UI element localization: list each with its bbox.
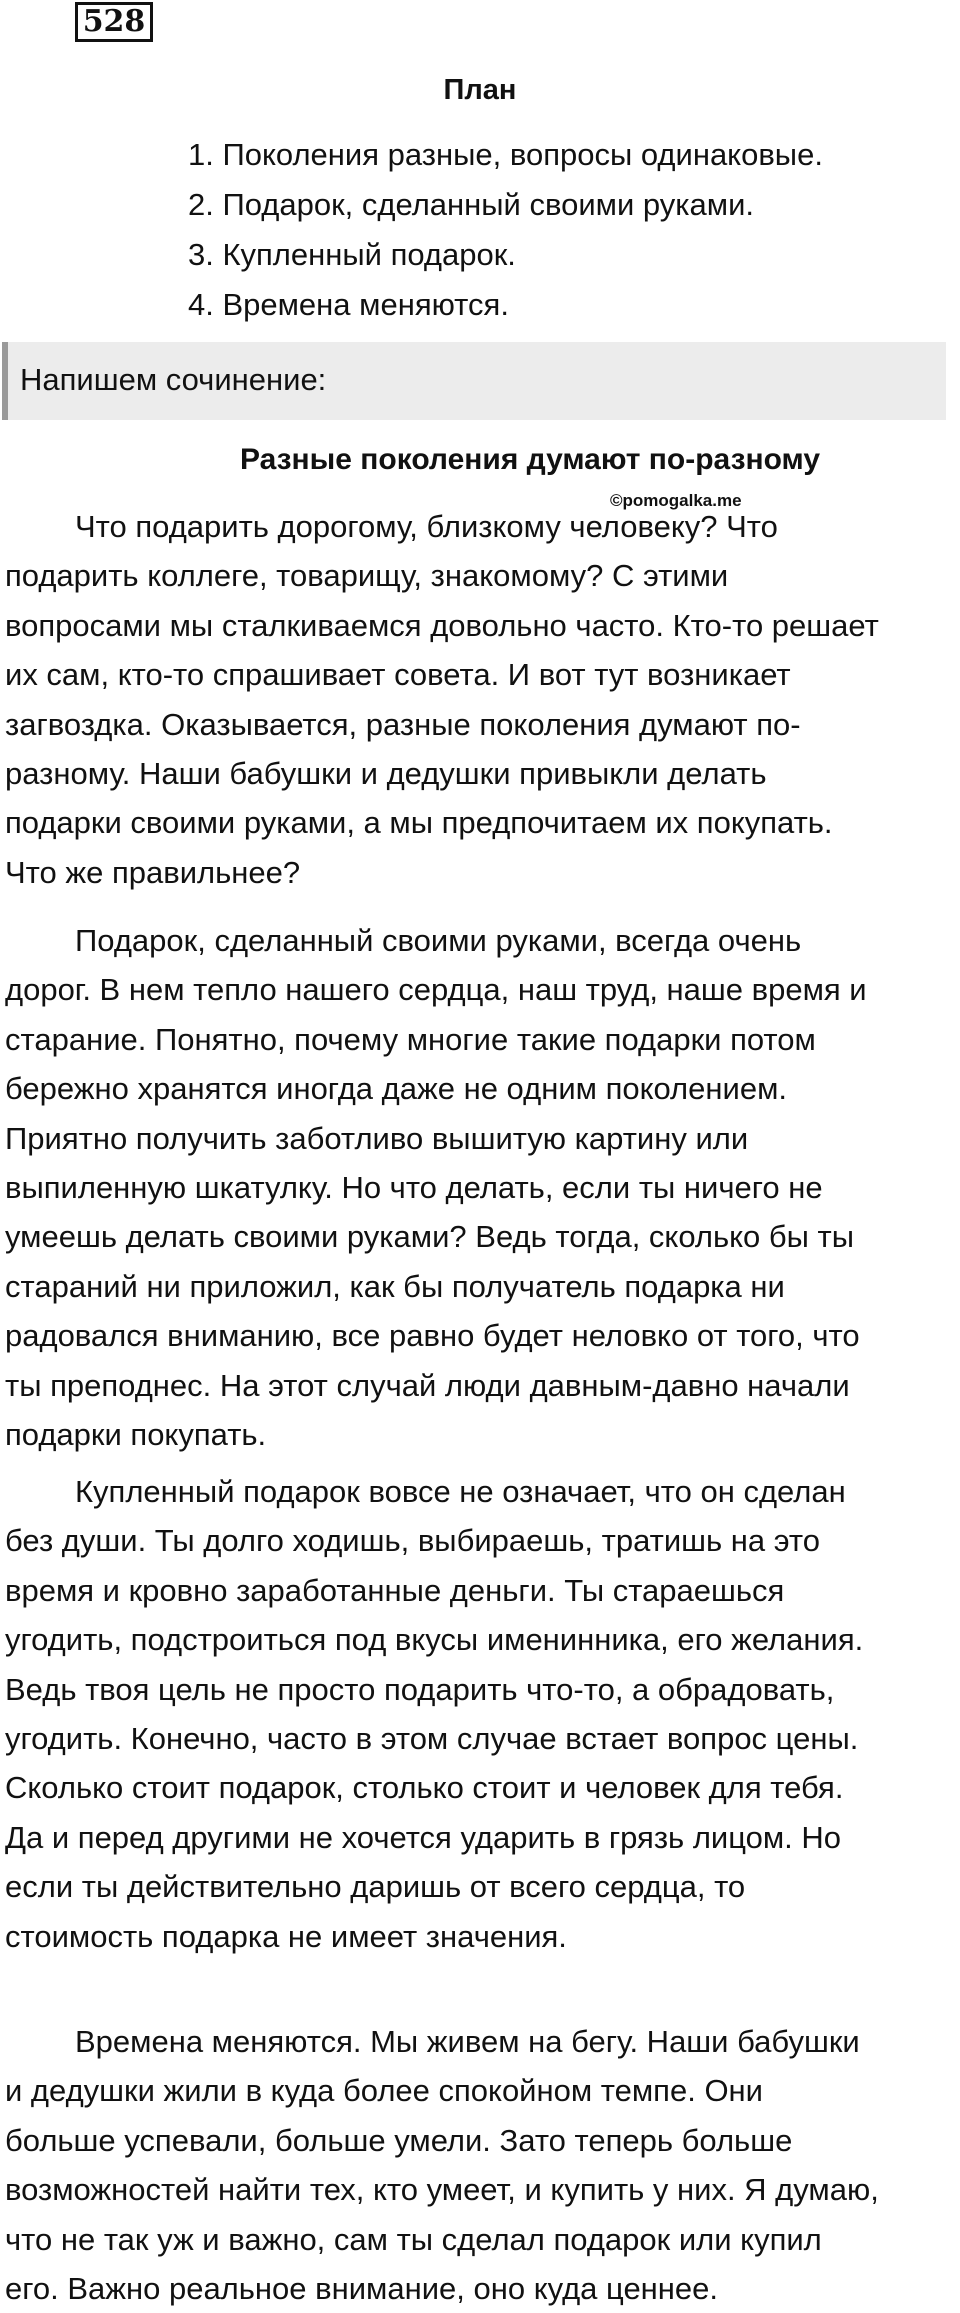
paragraph-line: Сколько стоит подарок, столько стоит и человек для тебя. <box>5 1770 844 1806</box>
essay-paragraph-1 <box>5 502 955 897</box>
paragraph-line: подарить коллеге, товарищу, знакомому? С этими <box>5 558 729 594</box>
plan-list <box>188 130 823 330</box>
plan-item: 3. Купленный подарок. <box>188 237 516 272</box>
paragraph-line: разному. Наши бабушки и дедушки привыкли делать <box>5 756 767 792</box>
paragraph-line: Подарок, сделанный своими руками, всегда очень <box>75 923 802 958</box>
paragraph-line: и дедушки жили в куда более спокойном темпе. Они <box>5 2073 763 2109</box>
paragraph-line: умеешь делать своими руками? Ведь тогда, сколько бы ты <box>5 1219 855 1255</box>
paragraph-line: подарки покупать. <box>5 1417 267 1453</box>
paragraph-line: если ты действительно даришь от всего сердца, то <box>5 1869 746 1905</box>
paragraph-line: Ведь твоя цель не просто подарить что-то, а обрадовать, <box>5 1671 835 1707</box>
task-number-badge: 528 <box>75 2 153 42</box>
paragraph-line: Что же правильнее? <box>5 854 301 890</box>
paragraph-line: их сам, кто-то спрашивает совета. И вот тут возникает <box>5 657 791 693</box>
paragraph-line: его. Важно реальное внимание, оно куда ценнее. <box>5 2271 719 2307</box>
paragraph-line: что не так уж и важно, сам ты сделал подарок или купил <box>5 2221 822 2257</box>
paragraph-line: время и кровно заработанные деньги. Ты стараешься <box>5 1572 785 1608</box>
essay-title: Разные поколения думают по-разному <box>239 443 821 476</box>
paragraph-line: вопросами мы сталкиваемся довольно часто. Кто-то решает <box>5 607 879 643</box>
paragraph-line: стараний ни приложил, как бы получатель подарка ни <box>5 1268 785 1304</box>
paragraph-line: Купленный подарок вовсе не означает, что он сделан <box>75 1474 846 1509</box>
watermark: ©pomogalka.me <box>610 491 742 510</box>
paragraph-line: стоимость подарка не имеет значения. <box>5 1918 567 1954</box>
plan-item: 4. Времена меняются. <box>188 287 509 322</box>
paragraph-line: угодить. Конечно, часто в этом случае встает вопрос цены. <box>5 1721 859 1757</box>
plan-title: План <box>443 74 517 106</box>
paragraph-line: возможностей найти тех, кто умеет, и купить у них. Я думаю, <box>5 2172 879 2208</box>
essay-paragraph-2 <box>5 916 955 1459</box>
paragraph-line: угодить, подстроиться под вкусы именинника, его желания. <box>5 1622 864 1658</box>
paragraph-line: без души. Ты долго ходишь, выбираешь, тратишь на это <box>5 1523 820 1559</box>
plan-item: 1. Поколения разные, вопросы одинаковые. <box>188 137 823 172</box>
paragraph-line: подарки своими руками, а мы предпочитаем их покупать. <box>5 805 833 841</box>
essay-paragraph-3 <box>5 1467 955 1961</box>
paragraph-line: загвоздка. Оказывается, разные поколения думают по- <box>5 706 801 742</box>
paragraph-line: больше успевали, больше умели. Зато теперь больше <box>5 2122 793 2158</box>
paragraph-line: старание. Понятно, почему многие такие подарки потом <box>5 1021 816 1057</box>
paragraph-line: радовался вниманию, все равно будет неловко от того, что <box>5 1318 860 1354</box>
paragraph-line: Времена меняются. Мы живем на бегу. Наши бабушки <box>75 2024 860 2059</box>
intro-text: Напишем сочинение: <box>20 362 327 397</box>
paragraph-line: дорог. В нем тепло нашего сердца, наш труд, наше время и <box>5 972 867 1008</box>
paragraph-line: Что подарить дорогому, близкому человеку? Что <box>75 509 778 544</box>
paragraph-line: Приятно получить заботливо вышитую картину или <box>5 1120 749 1156</box>
paragraph-line: выпиленную шкатулку. Но что делать, если ты ничего не <box>5 1170 823 1206</box>
paragraph-line: бережно хранятся иногда даже не одним поколением. <box>5 1071 787 1107</box>
plan-item: 2. Подарок, сделанный своими руками. <box>188 187 755 222</box>
paragraph-line: Да и перед другими не хочется ударить в грязь лицом. Но <box>5 1819 842 1855</box>
intro-callout <box>2 342 946 420</box>
paragraph-line: ты преподнес. На этот случай люди давным-давно начали <box>5 1367 850 1403</box>
